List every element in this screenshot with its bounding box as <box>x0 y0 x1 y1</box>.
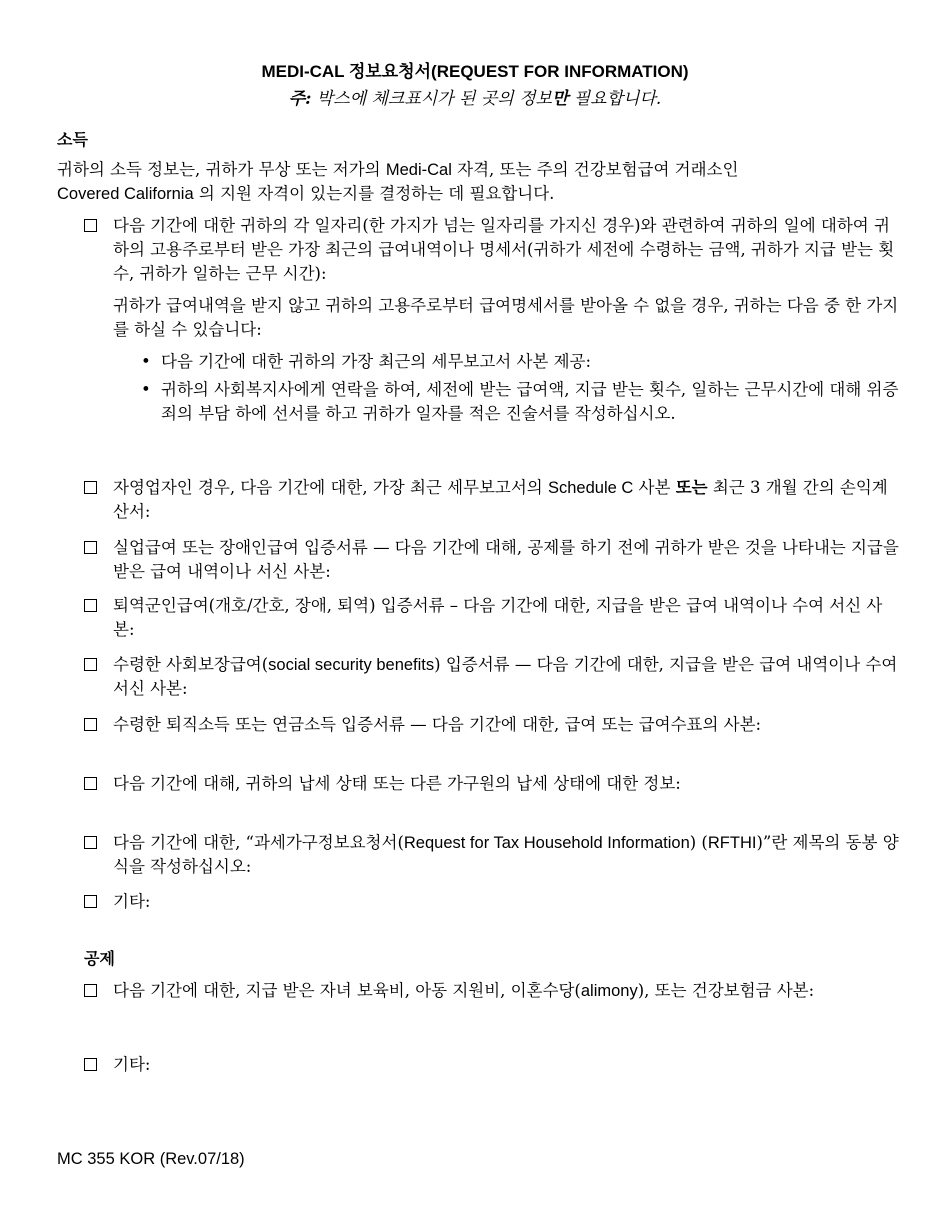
bullet-list <box>84 350 899 426</box>
income-item-paystubs <box>84 214 899 430</box>
page-title: MEDI-CAL 정보요청서(REQUEST FOR INFORMATION) <box>261 62 689 81</box>
item-text: 수령한 사회보장급여(social security benefits) 입증서류 — 다음 기간에 대한, 지급을 받은 급여 내역이나 수여 서신 사본: <box>113 655 898 698</box>
checkbox[interactable] <box>84 718 97 731</box>
checkbox[interactable] <box>84 658 97 671</box>
item-text: 다음 기간에 대해, 귀하의 납세 상태 또는 다른 가구원의 납세 상태에 대한 정보: <box>113 774 681 793</box>
form-id: MC 355 KOR (Rev.07/18) <box>57 1150 245 1168</box>
income-item-retirement <box>84 713 899 737</box>
bullet-item: • 다음 기간에 대한 귀하의 가장 최근의 세무보고서 사본 제공: <box>84 350 899 374</box>
item-text: 다음 기간에 대한 귀하의 각 일자리(한 가지가 넘는 일자리를 가지신 경우)와 관련하여 귀하의 일에 대하여 귀하의 고용주로부터 받은 가장 최근의 급여내역이나 명세서(귀하가 세전에 수령하는 금액, 귀하가 지급 받는 횟수, 귀하가 일하는 근무 시간): <box>113 216 895 283</box>
item-text: 수령한 퇴직소득 또는 연금소득 입증서류 — 다음 기간에 대한, 급여 또는 급여수표의 사본: <box>113 715 762 734</box>
page-subtitle-note <box>0 84 950 109</box>
note-end: 필요합니다. <box>568 89 662 109</box>
note-prefix: 주: <box>288 89 312 109</box>
income-item-unemployment <box>84 536 899 584</box>
checkbox[interactable] <box>84 836 97 849</box>
deductions-heading: 공제 <box>84 949 115 968</box>
income-item-social-security <box>84 653 899 701</box>
item-subtext: 귀하가 급여내역을 받지 않고 귀하의 고용주로부터 급여명세서를 받아올 수 없을 경우, 귀하는 다음 중 한 가지를 하실 수 있습니다: <box>113 296 899 339</box>
checkbox[interactable] <box>84 541 97 554</box>
deductions-item-support <box>84 979 899 1003</box>
checkbox[interactable] <box>84 984 97 997</box>
income-item-tax-status <box>84 772 899 796</box>
checkbox[interactable] <box>84 481 97 494</box>
checkbox[interactable] <box>84 219 97 232</box>
checkbox[interactable] <box>84 777 97 790</box>
income-item-self-employed <box>84 476 899 524</box>
checkbox[interactable] <box>84 895 97 908</box>
bullet-item: • 귀하의 사회복지사에게 연락을 하여, 세전에 받는 급여액, 지급 받는 횟수, 일하는 근무시간에 대해 위증죄의 부담 하에 선서를 하고 귀하가 일자를 적은 진술서를 작성하십시오. <box>84 378 899 426</box>
income-intro: 귀하의 소득 정보는, 귀하가 무상 또는 저가의 Medi-Cal 자격, 또는 주의 건강보험급여 거래소인 Covered California 의 지원 자격이 있는지를 결정하는 데 필요합니다. <box>57 160 739 203</box>
item-text: 다음 기간에 대한, 지급 받은 자녀 보육비, 아동 지원비, 이혼수당(alimony), 또는 건강보험금 사본: <box>113 981 815 1000</box>
income-item-veterans <box>84 594 899 642</box>
item-text: 실업급여 또는 장애인급여 입증서류 — 다음 기간에 대해, 공제를 하기 전에 귀하가 받은 것을 나타내는 지급을 받은 급여 내역이나 서신 사본: <box>113 538 899 581</box>
income-item-other <box>84 890 899 914</box>
item-text: 기타: <box>113 1055 151 1074</box>
item-text: 기타: <box>113 892 151 911</box>
deductions-item-other <box>84 1053 899 1077</box>
item-text: 다음 기간에 대한, “과세가구정보요청서(Request for Tax Household Information) (RFTHI)”란 제목의 동봉 양식을 작성하십시오: <box>113 833 899 876</box>
checkbox[interactable] <box>84 599 97 612</box>
item-text: 퇴역군인급여(개호/간호, 장애, 퇴역) 입증서류 – 다음 기간에 대한, 지급을 받은 급여 내역이나 수여 서신 사본: <box>113 596 883 639</box>
income-heading: 소득 <box>57 130 88 149</box>
note-bold: 만 <box>551 89 569 109</box>
item-text: 자영업자인 경우, 다음 기간에 대한, 가장 최근 세무보고서의 Schedule C 사본 또는 최근 3 개월 간의 손익계산서: <box>113 478 888 521</box>
checkbox[interactable] <box>84 1058 97 1071</box>
note-text: 박스에 체크표시가 된 곳의 정보 <box>311 89 552 109</box>
income-item-rfthi <box>84 831 899 879</box>
